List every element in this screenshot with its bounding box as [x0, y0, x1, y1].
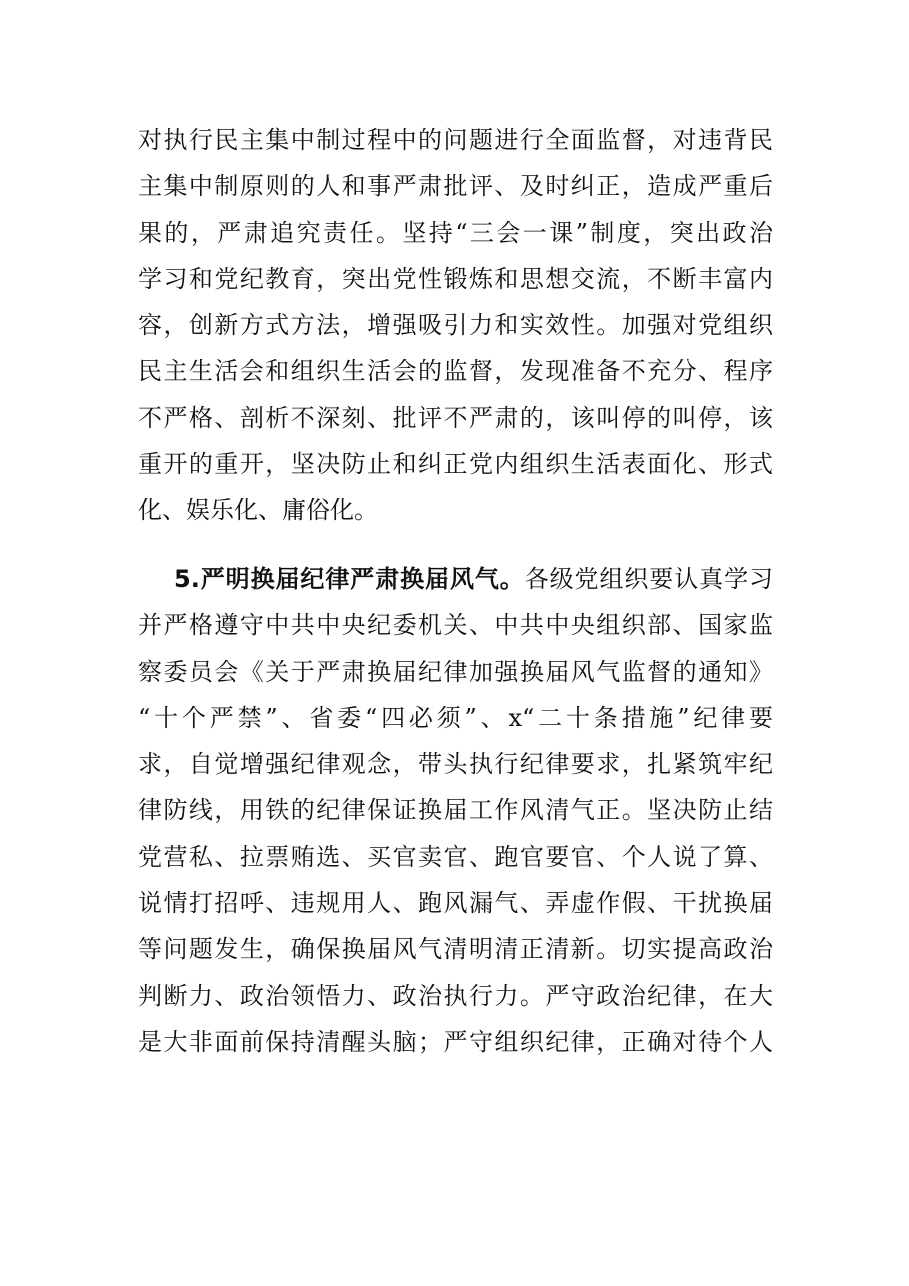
paragraph-line: 律防线，用铁的纪律保证换届工作风清气正。坚决防止结 — [138, 796, 773, 825]
paragraph-line: 重开的重开，坚决防止和纠正党内组织生活表面化、形式 — [138, 450, 773, 479]
paragraph-first-line — [138, 556, 773, 602]
paragraph-line: 民主生活会和组织生活会的监督，发现准备不充分、程序 — [138, 357, 773, 386]
paragraph-line: 等问题发生，确保换届风气清明清正清新。切实提高政治 — [138, 935, 773, 964]
paragraph-line: 化、娱乐化、庸俗化。 — [138, 496, 378, 525]
paragraph-line: 对执行民主集中制过程中的问题进行全面监督，对违背民 — [138, 126, 773, 154]
paragraph-text: 各级党组织要认真学习 — [524, 565, 773, 593]
paragraph-line: 求，自觉增强纪律观念，带头执行纪律要求，扎紧筑牢纪 — [138, 750, 773, 779]
paragraph-line: 是大非面前保持清醒头脑；严守组织纪律，正确对待个人 — [138, 1027, 773, 1056]
paragraph-line: “十个严禁”、省委“四必须”、x“二十条措施”纪律要 — [138, 703, 773, 732]
paragraph-line: 果的，严肃追究责任。坚持“三会一课”制度，突出政治 — [138, 218, 773, 247]
paragraph-line: 并严格遵守中共中央纪委机关、中共中央组织部、国家监 — [138, 611, 773, 640]
section-heading: 5.严明换届纪律严肃换届风气。 — [174, 565, 525, 593]
paragraph-line: 不严格、剖析不深刻、批评不严肃的，该叫停的叫停，该 — [138, 403, 773, 432]
paragraph-election-discipline — [138, 556, 773, 1065]
paragraph-line: 主集中制原则的人和事严肃批评、及时纠正，造成严重后 — [138, 172, 773, 201]
paragraph-line: 察委员会《关于严肃换届纪律加强换届风气监督的通知》 — [138, 657, 773, 686]
paragraph-line: 容，创新方式方法，增强吸引力和实效性。加强对党组织 — [138, 311, 773, 340]
paragraph-democratic-centralism — [138, 117, 773, 534]
paragraph-line: 判断力、政治领悟力、政治执行力。严守政治纪律，在大 — [138, 981, 773, 1010]
paragraph-line: 党营私、拉票贿选、买官卖官、跑官要官、个人说了算、 — [138, 842, 773, 871]
paragraph-line: 说情打招呼、违规用人、跑风漏气、弄虚作假、干扰换届 — [138, 889, 773, 918]
paragraph-line: 学习和党纪教育，突出党性锻炼和思想交流，不断丰富内 — [138, 264, 773, 293]
